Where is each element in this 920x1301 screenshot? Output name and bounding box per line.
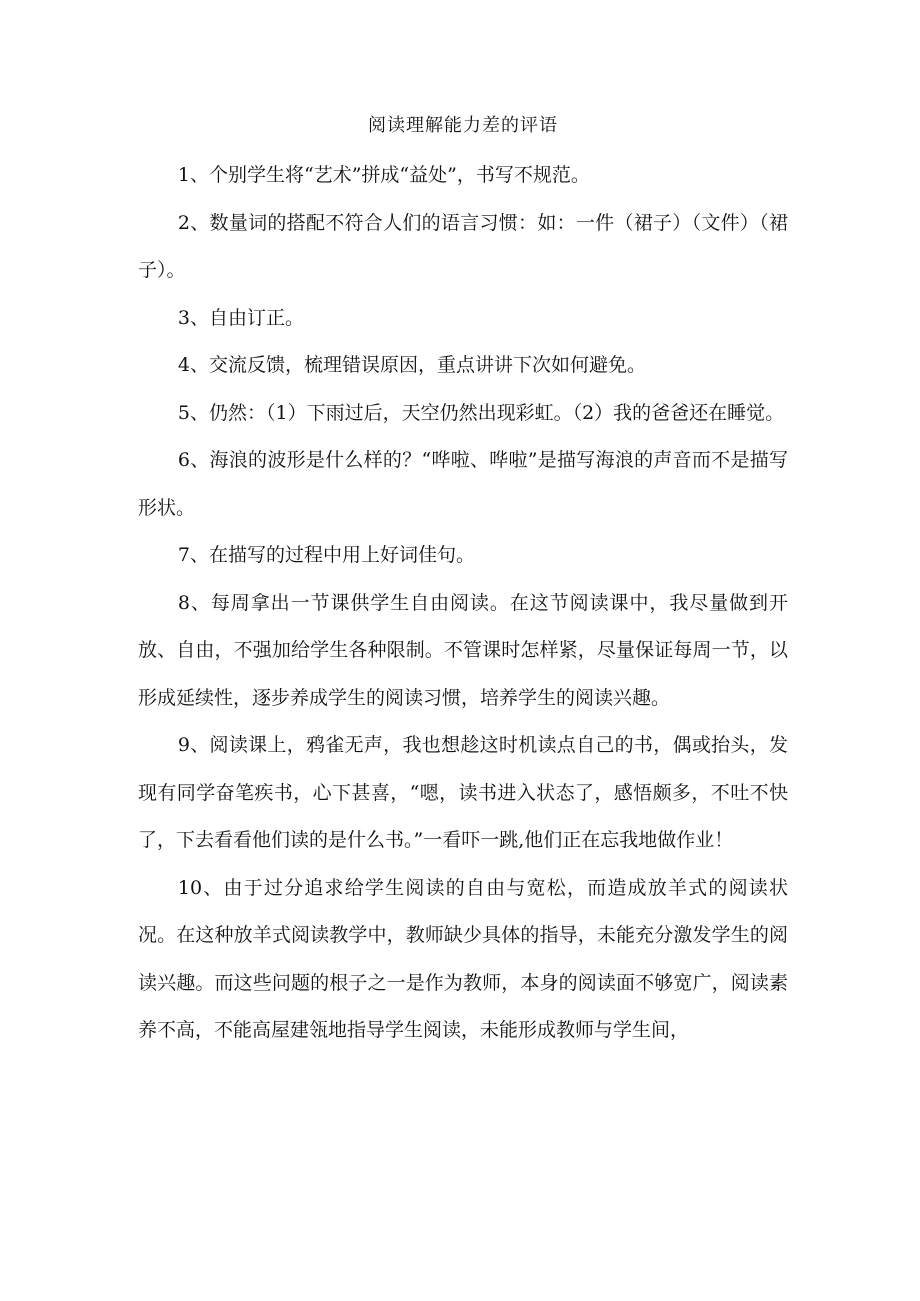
paragraph-10: 10、由于过分追求给学生阅读的自由与宽松，而造成放羊式的阅读状况。在这种放羊式阅读教学中，教师缺少具体的指导，未能充分激发学生的阅读兴趣。而这些问题的根子之一是作为教师，本身的阅读面不够宽广，阅读素养不高，不能高屋建瓴地指导学生阅读，未能形成教师与学生间， — [138, 876, 788, 1041]
document-page — [138, 110, 788, 1055]
paragraph-9: 9、阅读课上，鸦雀无声，我也想趁这时机读点自己的书，偶或抬头，发现有同学奋笔疾书，心下甚喜，“嗯，读书进入状态了，感悟颇多，不吐不快了，下去看看他们读的是什么书。”一看吓一跳,他们正在忘我地做作业！ — [138, 734, 788, 851]
paragraph-5: 5、仍然：（1）下雨过后，天空仍然出现彩虹。（2）我的爸爸还在睡觉。 — [177, 401, 785, 424]
paragraph-4: 4、交流反馈，梳理错误原因，重点讲讲下次如何避免。 — [177, 354, 646, 376]
paragraph-1: 1、个别学生将“艺术”拼成“益处”，书写不规范。 — [177, 164, 590, 186]
document-title: 阅读理解能力差的评语 — [368, 115, 558, 136]
paragraph-8: 8、每周拿出一节课供学生自由阅读。在这节阅读课中，我尽量做到开放、自由，不强加给学生各种限制。不管课时怎样紧，尽量保证每周一节，以形成延续性，逐步养成学生的阅读习惯，培养学生的阅读兴趣。 — [138, 591, 788, 709]
paragraph-6: 6、海浪的波形是什么样的？“哗啦、哗啦”是描写海浪的声音而不是描写形状。 — [138, 449, 788, 519]
paragraph-2: 2、数量词的搭配不符合人们的语言习惯：如：一件（裙子）（文件）（裙子）。 — [138, 211, 788, 281]
paragraph-7: 7、在描写的过程中用上好词佳句。 — [177, 544, 475, 566]
paragraph-3: 3、自由订正。 — [177, 306, 304, 329]
